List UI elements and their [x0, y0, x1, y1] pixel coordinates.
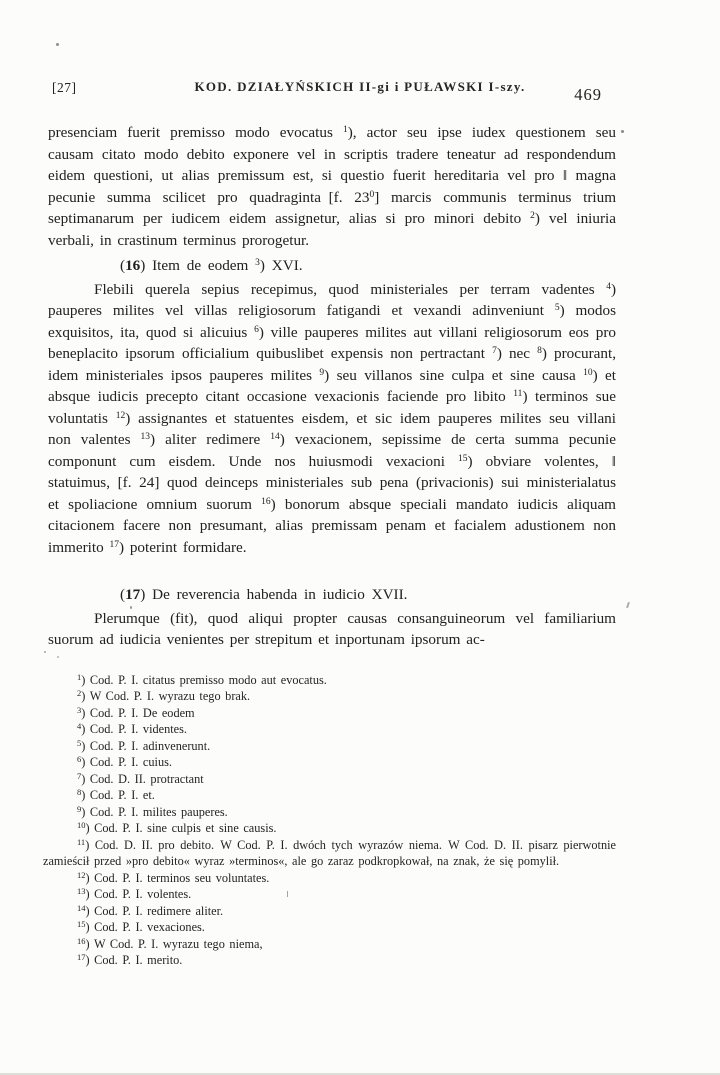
footnote-marker: 13	[77, 886, 86, 896]
footnote-marker: 1	[77, 671, 82, 682]
footnote: $^{10}$) Cod. P. I. sine culpis et sine causis.	[77, 820, 277, 835]
footnote: $^{17}$) Cod. P. I. merito.	[77, 952, 183, 967]
footnote: $^{11}$) Cod. D. II. pro debito. W Cod. P. I. dwóch tych wyrazów niema. W Cod. D. II. pisarz pierwotnie zamieścił przed »pro debito« wyraz »terminos«, ale go zaraz podkropkował, na znak, że się pomylił.	[43, 836, 616, 868]
footnote-ref: 3	[255, 258, 260, 268]
footnote-marker: 10	[77, 820, 86, 830]
footnote-ref: 14	[270, 432, 280, 442]
body-text	[48, 122, 616, 651]
scan-artifact-dot	[57, 656, 59, 658]
footnote-marker: 9	[77, 803, 82, 814]
body-paragraph: presenciam fuerit premisso modo evocatus $^1$), actor seu ipse iudex questionem seu causam citato modo debito exponere vel in scriptis tradere teneatur ad respondendum eidem questioni, ut alias premissum est, si questio fuerit hereditaria vel pro ‖ magna pecunie summa scilicet pro quadraginta [f. $23^0$] marcis communis terminus trium septimanarum per iudicem eidem assignetur, alias si pro minori debito $^2$) vel iniuria verbali, in crastinum terminus prorogetur.	[48, 124, 617, 249]
footnote: $^{15}$) Cod. P. I. vexaciones.	[77, 919, 205, 934]
footnote-marker: 17	[77, 952, 86, 962]
footnote-marker: 8	[77, 787, 82, 797]
footnote: $^{14}$) Cod. P. I. redimere aliter.	[77, 902, 224, 918]
footnote-marker: 7	[77, 770, 82, 781]
footnote-marker: 15	[77, 919, 86, 929]
section-heading: (17) De reverencia habenda in iudicio XVII.	[120, 586, 408, 603]
body-paragraph: Plerumque (fit), quod aliqui propter causas consanguineorum vel familiarium suorum ad iudicia venientes per strepitum et inportunam ipsorum ac-	[48, 609, 616, 648]
scan-artifact-mark	[626, 602, 630, 608]
footnote-ref: 7	[492, 346, 497, 356]
footnote-marker: 3	[77, 704, 82, 715]
footnote-marker: 6	[77, 754, 82, 764]
footnote-ref: 1	[342, 125, 348, 135]
footnote-ref: 4	[606, 281, 611, 292]
footnote: $^{12}$) Cod. P. I. terminos seu voluntates.	[77, 869, 270, 885]
footnote: $^{13}$) Cod. P. I. volentes.	[77, 886, 192, 901]
footnote-ref: 5	[554, 303, 560, 313]
body-paragraph: Flebili querela sepius recepimus, quod ministeriales per terram vadentes $^4$) pauperes milites vel villas religiosorum fatigandi et vexandi adinveniunt $^5$) modos exquisitos, ita, quod si alicuius $^6$) ville pauperes milites aut villani religiosorum eos pro beneplacito ipsorum officialium quibuslibet expensis non pertractant $^7$) nec $^8$) procurant, idem ministeriales ipsos pauperes milites $^9$) seu villanos sine culpa et sine causa $^{10}$) et absque iudicis precepto citant occasione vexacionis faciende pro libito $^{11}$) terminos sue voluntatis $^{12}$) assignantes et statuentes eisdem, et sic idem pauperes milites seu villani non valentes $^{13}$) aliter redimere $^{14}$) vexacionem, sepissime de certa summa pecunie componunt cum eisdem. Unde nos huiusmodi vexacioni $^{15}$) obviare volentes, ‖ statuimus, [f. 24] quod deinceps ministeriales sub pena (privacionis) sui ministerialatus et spoliacione omnium suorum $^{16}$) bonorum absque speciali mandato iudicis aliquam citacionem facere non presumant, alias premissam penam et facialem adustionem non immerito $^{17}$) poterint formidare.	[48, 280, 617, 556]
running-title: KOD. DZIAŁYŃSKICH II-gi i PUŁAWSKI I-szy.	[194, 79, 526, 94]
footnote-marker: 5	[77, 737, 82, 748]
footnote: $^8$) Cod. P. I. et.	[77, 787, 155, 802]
footnote: $^2$) W Cod. P. I. wyrazu tego brak.	[77, 688, 251, 703]
heading-number: 17	[125, 586, 141, 603]
footnote: $^7$) Cod. D. II. protractant	[77, 770, 204, 786]
footnote-ref: 15	[458, 453, 468, 464]
footnote: $^6$) Cod. P. I. cuius.	[77, 754, 172, 769]
footnote-ref: 17	[109, 539, 119, 550]
footnote-ref: 16	[261, 496, 271, 507]
footnote-ref: 10	[583, 367, 593, 378]
footnote-ref: 2	[530, 211, 535, 221]
footnote-ref: 8	[537, 346, 542, 356]
footnote-ref: 12	[115, 410, 126, 421]
footnote: $^5$) Cod. P. I. adinvenerunt.	[77, 737, 211, 753]
footnote-ref: 0	[369, 189, 375, 200]
footnote-marker: 2	[77, 688, 82, 698]
footnote: $^{16}$) W Cod. P. I. wyrazu tego niema,	[77, 935, 263, 951]
section-heading: (16) Item de eodem $^3$) XVI.	[120, 257, 303, 274]
footnote: $^9$) Cod. P. I. milites pauperes.	[77, 803, 228, 819]
footnote-ref: 9	[319, 367, 325, 378]
footnote-ref: 11	[513, 389, 523, 399]
heading-number: 16	[125, 257, 141, 274]
footnote-marker: 16	[77, 935, 86, 946]
scan-artifact-dot	[621, 130, 624, 133]
footnote-ref: 6	[254, 324, 259, 335]
footnote: $^1$) Cod. P. I. citatus premisso modo aut evocatus.	[77, 671, 327, 687]
sheet-reference: [27]	[52, 80, 77, 95]
footnote-marker: 4	[77, 721, 82, 731]
page-header	[0, 79, 720, 105]
page-number: 469	[574, 85, 602, 104]
scan-artifact-dot	[44, 651, 46, 653]
footnote-marker: 14	[77, 902, 86, 913]
footnote-marker: 11	[77, 836, 86, 847]
footnote: $^3$) Cod. P. I. De eodem	[77, 704, 195, 720]
scan-artifact-dot	[56, 43, 59, 46]
footnote-ref: 13	[140, 432, 151, 442]
footnotes	[43, 672, 616, 969]
footnote: $^4$) Cod. P. I. videntes.	[77, 721, 187, 736]
footnote-marker: 12	[77, 869, 86, 880]
